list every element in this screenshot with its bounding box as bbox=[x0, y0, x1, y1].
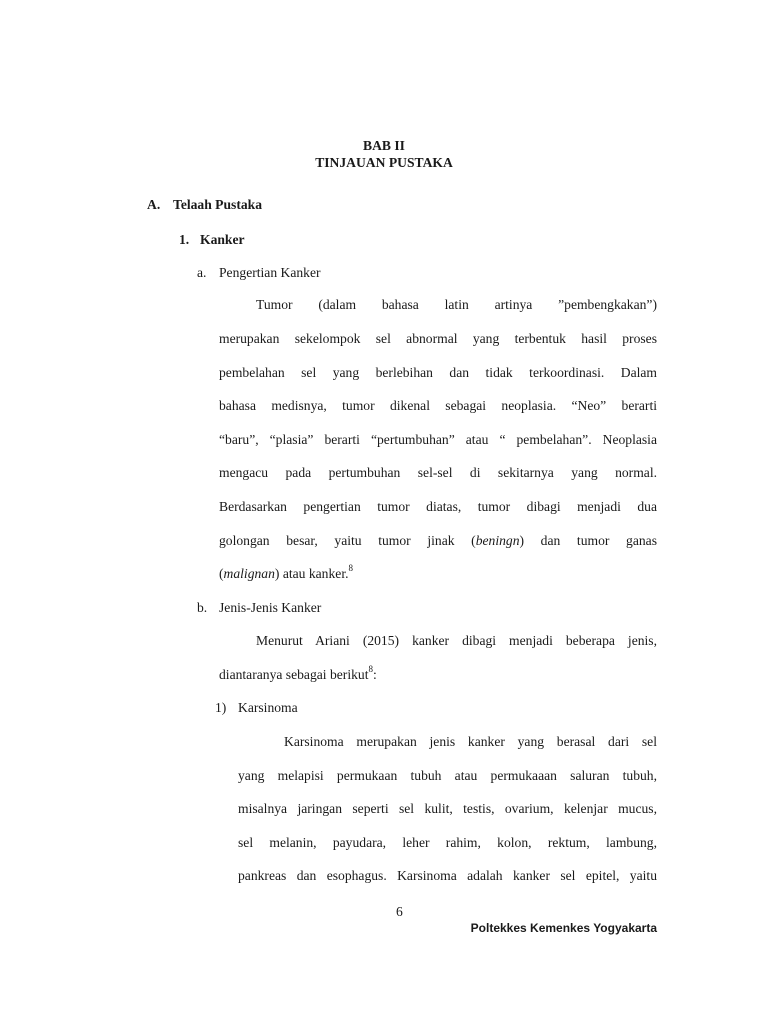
para-b-line-1: Menurut Ariani (2015) kanker dibagi menjadi beberapa jenis, bbox=[256, 633, 657, 648]
footer-institution: Poltekkes Kemenkes Yogyakarta bbox=[470, 921, 657, 935]
para-a-line-1 bbox=[256, 297, 657, 313]
para-c-line-5: pankreas dan esophagus. Karsinoma adalah kanker sel epitel, yaitu bbox=[238, 868, 657, 883]
para-c-line-3: misalnya jaringan seperti sel kulit, testis, ovarium, kelenjar mucus, bbox=[238, 801, 657, 816]
para-a-line-3: pembelahan sel yang berlebihan dan tidak terkoordinasi. Dalam bbox=[219, 365, 657, 380]
para-b-citation: 8 bbox=[368, 664, 373, 675]
para-a-word: bahasa bbox=[381, 297, 419, 312]
section-a-marker: A. bbox=[147, 197, 161, 212]
item-1-title: Karsinoma bbox=[238, 700, 298, 715]
item-1-marker: 1) bbox=[215, 700, 227, 715]
para-a-line-4: bahasa medisnya, tumor dikenal sebagai neoplasia. “Neo” berarti bbox=[219, 398, 657, 413]
para-a-word: (dalam bbox=[318, 297, 357, 312]
para-a-word: latin bbox=[444, 297, 469, 312]
subsection-1-title: Kanker bbox=[200, 232, 245, 247]
para-a-word: Tumor bbox=[256, 297, 293, 312]
item-a-marker: a. bbox=[197, 265, 207, 280]
item-b-marker: b. bbox=[197, 600, 208, 615]
page-number: 6 bbox=[396, 904, 403, 919]
para-c-line-1: Karsinoma merupakan jenis kanker yang berasal dari sel bbox=[284, 734, 657, 749]
para-b-line-2-colon: : bbox=[372, 667, 377, 682]
para-a-line-9-text: ) atau kanker. bbox=[274, 566, 349, 581]
para-a-line-8-end: ) dan tumor ganas bbox=[519, 533, 657, 548]
section-a-title: Telaah Pustaka bbox=[173, 197, 263, 212]
para-c-line-4: sel melanin, payudara, leher rahim, kolon, rektum, lambung, bbox=[238, 835, 657, 850]
para-a-line-2: merupakan sekelompok sel abnormal yang terbentuk hasil proses bbox=[219, 331, 657, 346]
para-a-citation: 8 bbox=[348, 563, 353, 574]
chapter-number: BAB II bbox=[363, 138, 405, 153]
para-a-line-8 bbox=[219, 533, 657, 549]
para-a-line-6: mengacu pada pertumbuhan sel-sel di sekitarnya yang normal. bbox=[219, 465, 657, 480]
para-b-line-2-text: diantaranya sebagai berikut bbox=[219, 667, 369, 682]
chapter-title: TINJAUAN PUSTAKA bbox=[315, 155, 453, 170]
subsection-1-marker: 1. bbox=[179, 232, 190, 247]
para-a-word: artinya bbox=[494, 297, 533, 312]
para-a-line-7: Berdasarkan pengertian tumor diatas, tumor dibagi menjadi dua bbox=[219, 499, 657, 514]
para-a-term-beningn: beningn bbox=[475, 533, 520, 548]
para-a-term-malignan: malignan bbox=[223, 566, 275, 581]
para-b-line-2 bbox=[219, 664, 377, 683]
para-a-line-5: “baru”, “plasia” berarti “pertumbuhan” atau “ pembelahan”. Neoplasia bbox=[219, 432, 657, 447]
para-a-word: ”pembengkakan”) bbox=[558, 297, 657, 312]
para-a-line-9 bbox=[219, 563, 353, 582]
item-b-title: Jenis-Jenis Kanker bbox=[219, 600, 322, 615]
para-a-line-8-text: golongan besar, yaitu tumor jinak ( bbox=[219, 533, 476, 548]
para-c-line-2: yang melapisi permukaan tubuh atau permukaaan saluran tubuh, bbox=[238, 768, 657, 783]
item-a-title: Pengertian Kanker bbox=[219, 265, 321, 280]
para-a-line-9-open: ( bbox=[219, 566, 224, 581]
